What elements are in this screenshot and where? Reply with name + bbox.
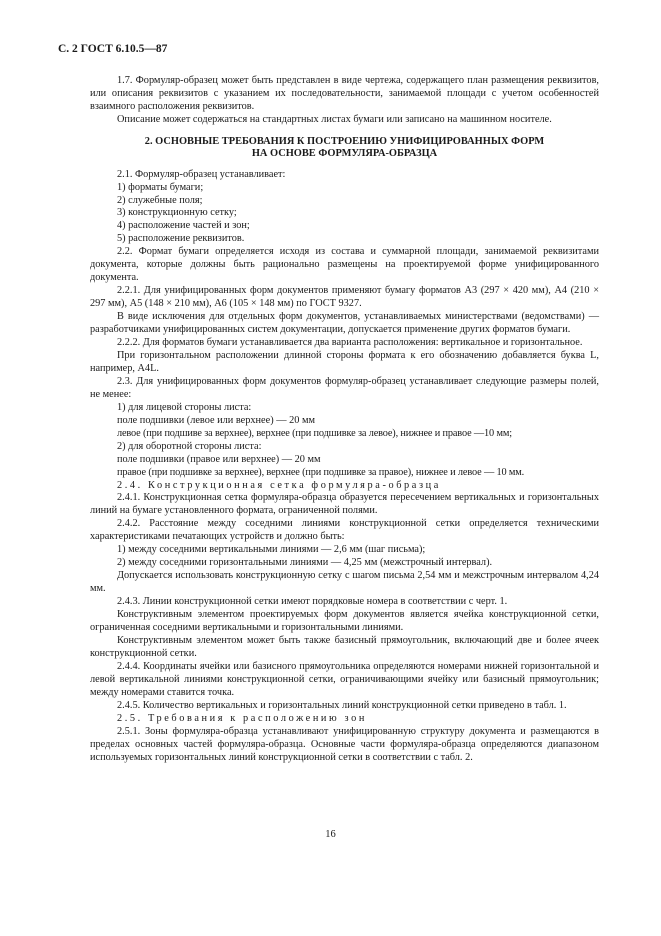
list-item: левое (при подшиве за верхнее), верхнее (при подшивке за левое), нижнее и правое —10 мм; bbox=[117, 427, 512, 439]
list-item: 1) для лицевой стороны листа: bbox=[117, 401, 252, 413]
paragraph-2-1: 2.1. Формуляр-образец устанавливает: bbox=[117, 168, 286, 180]
list-item: поле подшивки (левое или верхнее) — 20 мм bbox=[117, 414, 315, 426]
paragraph-2-2-2: 2.2.2. Для форматов бумаги устанавливается два варианта расположения: вертикальное и горизонтальное. bbox=[117, 337, 583, 349]
page-number: 16 bbox=[325, 829, 336, 840]
page-header: С. 2 ГОСТ 6.10.5—87 bbox=[58, 43, 168, 55]
paragraph-2-2-1-exception: В виде исключения для отдельных форм документов, устанавливаемых министерствами (ведомствами) — разработчиками унифицированных систем документации, допускается применение других форматов бумаги. bbox=[90, 311, 599, 336]
paragraph-2-4-3-cell: Конструктивным элементом проектируемых форм документов является ячейка конструкционной сетки, ограниченная соседними вертикальными и горизонтальными линиями. bbox=[90, 609, 599, 633]
list-item: 1) форматы бумаги; bbox=[117, 181, 204, 193]
paragraph-1-7-note: Описание может содержаться на стандартных листах бумаги или записано на машинном носителе. bbox=[117, 113, 552, 125]
paragraph-2-2-2-landscape: При горизонтальном расположении длинной стороны формата к его обозначению добавляется буква L, например, A4L. bbox=[90, 349, 599, 374]
paragraph-2-3: 2.3. Для унифицированных форм документов формуляр-образец устанавливает следующие размеры полей, не менее: bbox=[90, 375, 599, 400]
paragraph-2-4-4: 2.4.4. Координаты ячейки или базисного прямоугольника определяются номерами нижней горизонтальной и левой вертикальной линиями конструкционной сетки, ограничивающими ячейку или базисный прямоугольник; между номерами ставится точка. bbox=[90, 660, 599, 698]
paragraph-2-5-1: 2.5.1. Зоны формуляра-образца устанавливают унифицированную структуру документа и размещаются в пределах основных частей формуляра-образца. Основные части формуляра-образца определяются диапазоном используемых горизонтальных линий конструкционной сетки в соответствии с табл. 2. bbox=[90, 725, 599, 763]
list-item: поле подшивки (правое или верхнее) — 20 мм bbox=[117, 453, 321, 465]
document-body bbox=[90, 75, 599, 764]
list-item: 1) между соседними вертикальными линиями — 2,6 мм (шаг письма); bbox=[117, 544, 426, 556]
paragraph-2-2-1: 2.2.1. Для унифицированных форм документов применяют бумагу форматов А3 (297 × 420 мм), А4 (210 × 297 мм), А5 (148 × 210 мм), А6 (105 × 148 мм) по ГОСТ 9327. bbox=[90, 285, 599, 310]
list-item: правое (при подшивке за верхнее), верхнее (при подшивке за правое), нижнее и левое — 10 мм. bbox=[117, 466, 525, 478]
paragraph-2-4-1: 2.4.1. Конструкционная сетка формуляра-образца образуется пересечением вертикальных и горизонтальных линий на бумаге установленного формата, ограниченной полями. bbox=[90, 492, 599, 517]
subsection-heading-2-4: 2.4. Конструкционная сетка формуляра-образца bbox=[117, 479, 441, 491]
list-item: 2) служебные поля; bbox=[117, 194, 203, 206]
paragraph-2-2: 2.2. Формат бумаги определяется исходя из состава и суммарной площади, занимаемой реквизитами документа, которые должны быть рационально размещены на проектируемой форме унифицированного документа. bbox=[90, 246, 599, 284]
list-item: 3) конструкционную сетку; bbox=[117, 207, 237, 219]
section-title bbox=[90, 136, 599, 161]
list-item: 2) для оборотной стороны листа: bbox=[117, 440, 262, 452]
paragraph-1-7: 1.7. Формуляр-образец может быть представлен в виде чертежа, содержащего план размещения реквизитов, или описания реквизитов с указанием их последовательности, занимаемой площади с учетом особенностей взаимного расположения реквизитов. bbox=[90, 75, 599, 112]
paragraph-2-4-2: 2.4.2. Расстояние между соседними линиями конструкционной сетки определяется техническими характеристиками печатающих устройств и должно быть: bbox=[90, 518, 599, 543]
paragraph-2-4-5: 2.4.5. Количество вертикальных и горизонтальных линий конструкционной сетки приведено в табл. 1. bbox=[117, 699, 567, 711]
list-item: 4) расположение частей и зон; bbox=[117, 220, 250, 232]
paragraph-2-4-3-basis: Конструктивным элементом может быть также базисный прямоугольник, включающий две и более ячеек конструкционной сетки. bbox=[90, 634, 599, 659]
paragraph-2-4-2-alt: Допускается использовать конструкционную сетку с шагом письма 2,54 мм и межстрочным интервалом 4,24 мм. bbox=[90, 570, 599, 595]
list-item: 5) расположение реквизитов. bbox=[117, 233, 245, 245]
list-item: 2) между соседними горизонтальными линиями — 4,25 мм (межстрочный интервал). bbox=[117, 557, 493, 569]
section-title-line-2: НА ОСНОВЕ ФОРМУЛЯРА-ОБРАЗЦА bbox=[251, 148, 438, 160]
section-title-line-1: 2. ОСНОВНЫЕ ТРЕБОВАНИЯ К ПОСТРОЕНИЮ УНИФИЦИРОВАННЫХ ФОРМ bbox=[144, 135, 545, 147]
paragraph-2-4-3: 2.4.3. Линии конструкционной сетки имеют порядковые номера в соответствии с черт. 1. bbox=[117, 596, 508, 608]
subsection-heading-2-5: 2.5. Требования к расположению зон bbox=[117, 712, 367, 724]
